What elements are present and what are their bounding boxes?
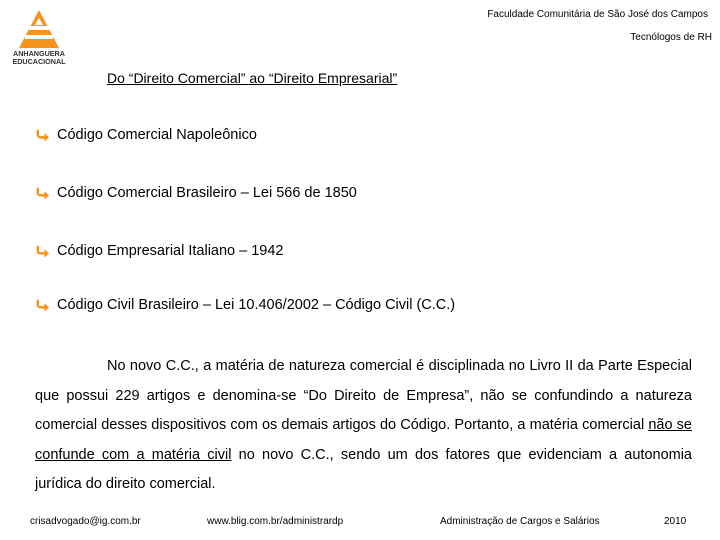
paragraph-part-1: No novo C.C., a matéria de natureza comercial é disciplinada no Livro II da Parte Especial que possui 229 artigos e denomina-se “Do Direito de Empresa”, não se confundindo a natureza comercial desses dispositivos com os demais artigos do Código. Portanto, a matéria comercial bbox=[35, 358, 692, 433]
bullet-item bbox=[35, 127, 257, 143]
curved-arrow-icon bbox=[35, 186, 50, 201]
logo-line-1: ANHANGUERA bbox=[13, 49, 65, 58]
bullet-item bbox=[35, 243, 284, 259]
anhanguera-logo bbox=[8, 8, 70, 74]
curved-arrow-icon bbox=[35, 244, 50, 259]
logo-line-2: EDUCACIONAL bbox=[12, 57, 66, 66]
bullet-text: Código Empresarial Italiano – 1942 bbox=[57, 243, 284, 259]
bullet-text: Código Comercial Napoleônico bbox=[57, 127, 257, 143]
slide-title: Do “Direito Comercial” ao “Direito Empresarial” bbox=[107, 70, 398, 86]
paragraph-part-2: no novo C.C., sendo um dos fatores que evidenciam a autonomia jurídica do direito comercial. bbox=[35, 446, 693, 492]
curved-arrow-icon bbox=[35, 298, 50, 313]
bullet-text: Código Civil Brasileiro – Lei 10.406/2002 – Código Civil (C.C.) bbox=[57, 297, 456, 313]
logo-triangle-icon bbox=[17, 8, 61, 50]
curved-arrow-icon bbox=[35, 128, 50, 143]
footer-url: www.blig.com.br/administrardp bbox=[207, 516, 344, 527]
course-header: Tecnólogos de RH bbox=[630, 32, 712, 43]
institution-header: Faculdade Comunitária de São José dos Campos bbox=[487, 9, 708, 20]
footer-year: 2010 bbox=[664, 516, 687, 527]
footer-subject: Administração de Cargos e Salários bbox=[440, 516, 600, 527]
footer-email: crisadvogado@ig.com.br bbox=[30, 516, 141, 527]
bullet-item bbox=[35, 297, 455, 313]
bullet-item bbox=[35, 185, 357, 201]
paragraph-underlined: não se confunde com a matéria civil bbox=[35, 417, 692, 463]
bullet-text: Código Comercial Brasileiro – Lei 566 de 1850 bbox=[57, 185, 357, 201]
body-paragraph bbox=[35, 352, 692, 500]
